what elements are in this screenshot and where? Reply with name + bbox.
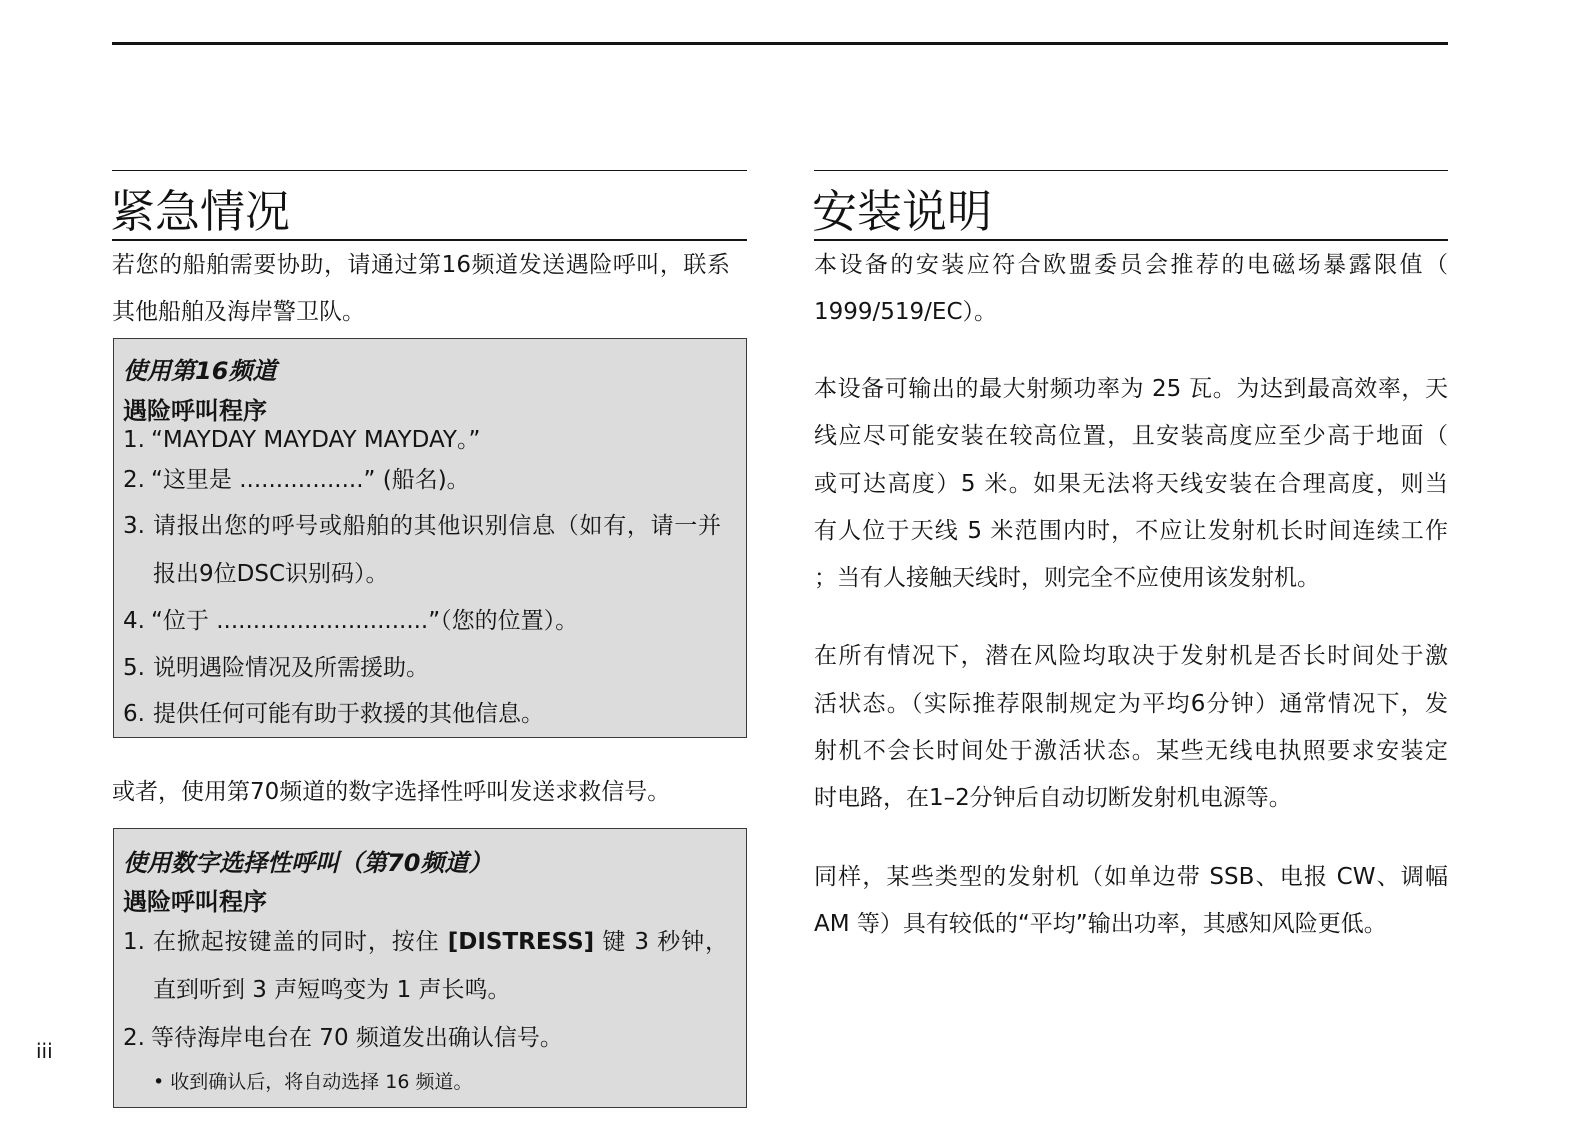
step-number: 2. — [123, 1025, 145, 1051]
dsc-box-subtitle: 遇险呼叫程序 — [123, 888, 267, 916]
step-text: 报出9位DSC识别码）。 — [153, 561, 389, 587]
step-text: “MAYDAY MAYDAY MAYDAY。” — [151, 427, 481, 453]
installation-text-line: 时电路，在1–2分钟后自动切断发射机电源等。 — [814, 785, 1292, 811]
step-text: 请报出您的呼号或船舶的其他识别信息（如有，请一并 — [153, 513, 721, 539]
installation-heading-rule — [814, 239, 1448, 241]
step-number: 6. — [123, 701, 145, 727]
alternative-method-text: 或者，使用第70频道的数字选择性呼叫发送求救信号。 — [112, 779, 671, 805]
step-text: 说明遇险情况及所需援助。 — [153, 655, 429, 681]
installation-text-line: ；当有人接触天线时，则完全不应使用该发射机。 — [814, 565, 1320, 591]
installation-text-line: 同样，某些类型的发射机（如单边带 SSB、电报 CW、调幅 — [814, 864, 1448, 890]
installation-text-line: 本设备可输出的最大射频功率为 25 瓦。为达到最高效率，天 — [814, 376, 1448, 402]
installation-text-line: 活状态。（实际推荐限制规定为平均6分钟）通常情况下，发 — [814, 691, 1448, 717]
page-number: iii — [36, 1039, 53, 1063]
installation-text-line: 或可达高度）5 米。如果无法将天线安装在合理高度，则当 — [814, 471, 1448, 497]
channel16-box-subtitle: 遇险呼叫程序 — [123, 397, 267, 425]
step-text: 等待海岸电台在 70 频道发出确认信号。 — [151, 1025, 563, 1051]
step-number: 5. — [123, 655, 145, 681]
channel16-procedure-box — [113, 338, 747, 738]
step-number: 1. — [123, 427, 145, 453]
installation-top-rule — [814, 170, 1448, 171]
installation-text-line: 在所有情况下，潜在风险均取决于发射机是否长时间处于激 — [814, 643, 1448, 669]
step-number: 1. — [123, 929, 145, 955]
page-top-rule — [112, 42, 1448, 45]
step-number: 2. — [123, 467, 145, 493]
bullet-note — [153, 1067, 473, 1097]
installation-text-line: 射机不会长时间处于激活状态。某些无线电执照要求安装定 — [814, 738, 1448, 764]
installation-text-line: 线应尽可能安装在较高位置，且安装高度应至少高于地面（ — [814, 423, 1448, 449]
step-text-part: 键 3 秒钟， — [594, 929, 728, 955]
step-number: 4. — [123, 608, 145, 634]
emergency-intro-line: 若您的船舶需要协助，请通过第16频道发送遇险呼叫，联系 — [112, 252, 730, 278]
emergency-heading: 紧急情况 — [110, 185, 291, 238]
emergency-heading-rule — [112, 239, 747, 241]
installation-text-line: 1999/519/EC）。 — [814, 299, 998, 325]
installation-heading: 安装说明 — [812, 185, 993, 238]
distress-key-label: [DISTRESS] — [447, 929, 595, 955]
dsc-procedure-box — [113, 828, 747, 1108]
emergency-top-rule — [112, 170, 747, 171]
step-text: 提供任何可能有助于救援的其他信息。 — [153, 701, 544, 727]
installation-text-line: 有人位于天线 5 米范围内时，不应让发射机长时间连续工作 — [814, 518, 1448, 544]
step-text: “这里是 .................” (船名)。 — [151, 467, 470, 493]
channel16-box-title: 使用第16频道 — [123, 357, 277, 385]
installation-text-line: 本设备的安装应符合欧盟委员会推荐的电磁场暴露限值（ — [814, 252, 1448, 278]
bullet-icon: • — [153, 1071, 165, 1093]
dsc-box-title: 使用数字选择性呼叫（第70频道） — [123, 849, 493, 877]
bullet-text: 收到确认后，将自动选择 16 频道。 — [170, 1071, 473, 1093]
step-text-part: 在掀起按键盖的同时，按住 — [153, 929, 448, 955]
step-text — [153, 927, 728, 957]
emergency-intro-line: 其他船舶及海岸警卫队。 — [112, 299, 365, 325]
installation-text-line: AM 等）具有较低的“平均”输出功率，其感知风险更低。 — [814, 911, 1387, 937]
step-text: “位于 .............................”（您的位置）。 — [151, 608, 579, 634]
step-text: 直到听到 3 声短鸣变为 1 声长鸣。 — [153, 977, 511, 1003]
step-number: 3. — [123, 513, 145, 539]
